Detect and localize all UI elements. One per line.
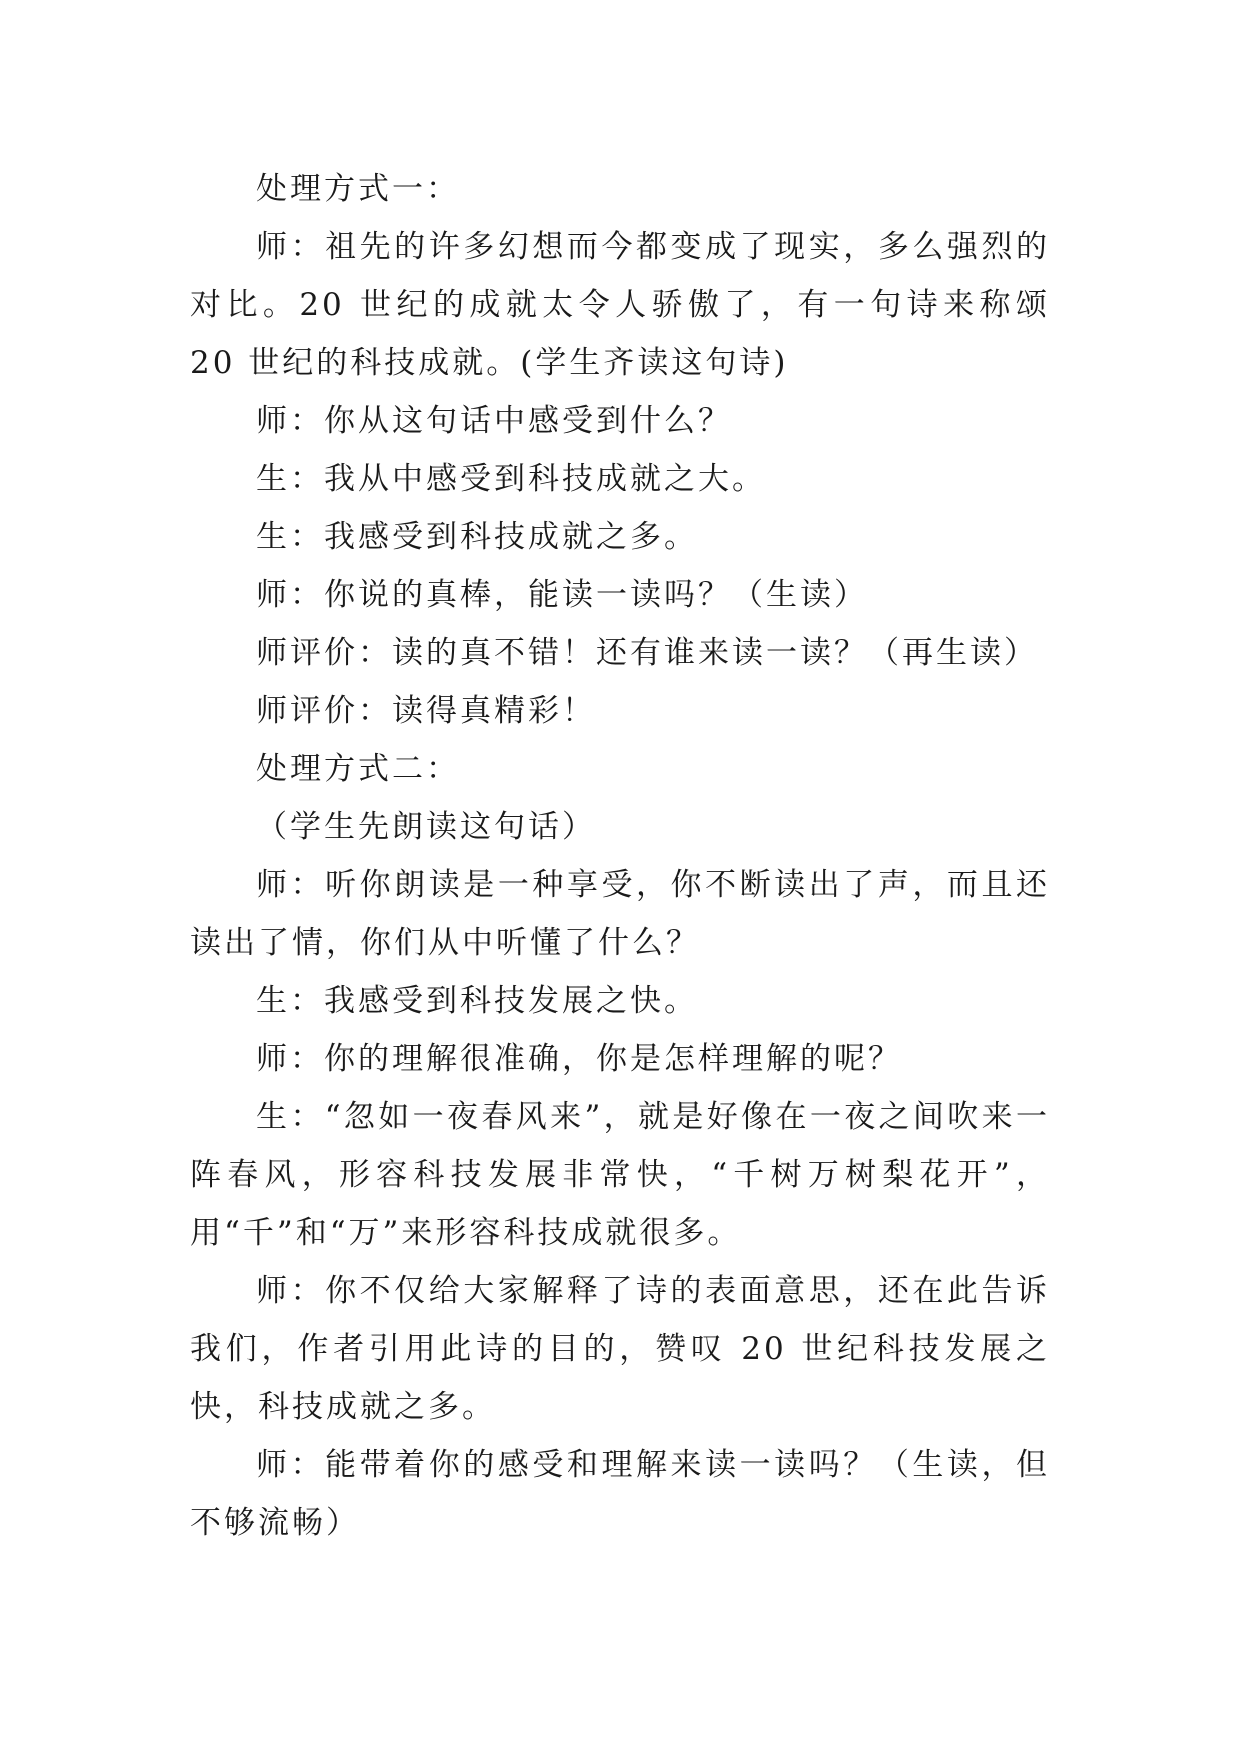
paragraph-student-poem-explanation: 生：“忽如一夜春风来”，就是好像在一夜之间吹来一阵春风，形容科技发展非常快，“千树万树梨花开”，用“千”和“万”来形容科技成就很多。 [190, 1099, 1050, 1251]
paragraph-teacher-understanding: 师：你的理解很准确，你是怎样理解的呢？ [256, 1041, 902, 1077]
paragraph-student-read-aloud: （学生先朗读这句话） [256, 809, 596, 845]
paragraph-teacher-evaluation-1: 师评价：读的真不错！还有谁来读一读？（再生读） [256, 635, 1038, 671]
paragraph-student-answer-big: 生：我从中感受到科技成就之大。 [256, 461, 766, 497]
paragraph-teacher-listen: 师：听你朗读是一种享受，你不断读出了声，而且还读出了情，你们从中听懂了什么？ [190, 867, 1050, 961]
paragraph-teacher-summary: 师：你不仅给大家解释了诗的表面意思，还在此告诉我们，作者引用此诗的目的，赞叹 20 世纪科技发展之快，科技成就之多。 [190, 1273, 1050, 1425]
document-body [190, 160, 1050, 1552]
paragraph-student-answer-many: 生：我感受到科技成就之多。 [256, 519, 698, 555]
paragraph-method-one-heading: 处理方式一： [256, 171, 460, 207]
paragraph-teacher-praise-read: 师：你说的真棒，能读一读吗？（生读） [256, 577, 868, 613]
paragraph-teacher-contrast: 师：祖先的许多幻想而今都变成了现实，多么强烈的对比。20 世纪的成就太令人骄傲了，有一句诗来称颂 20 世纪的科技成就。(学生齐读这句诗) [190, 229, 1050, 381]
paragraph-method-two-heading: 处理方式二： [256, 751, 460, 787]
paragraph-student-answer-fast: 生：我感受到科技发展之快。 [256, 983, 698, 1019]
paragraph-teacher-question: 师：你从这句话中感受到什么？ [256, 403, 732, 439]
paragraph-teacher-read-again: 师：能带着你的感受和理解来读一读吗？（生读，但不够流畅） [190, 1447, 1050, 1541]
paragraph-teacher-evaluation-2: 师评价：读得真精彩！ [256, 693, 596, 729]
